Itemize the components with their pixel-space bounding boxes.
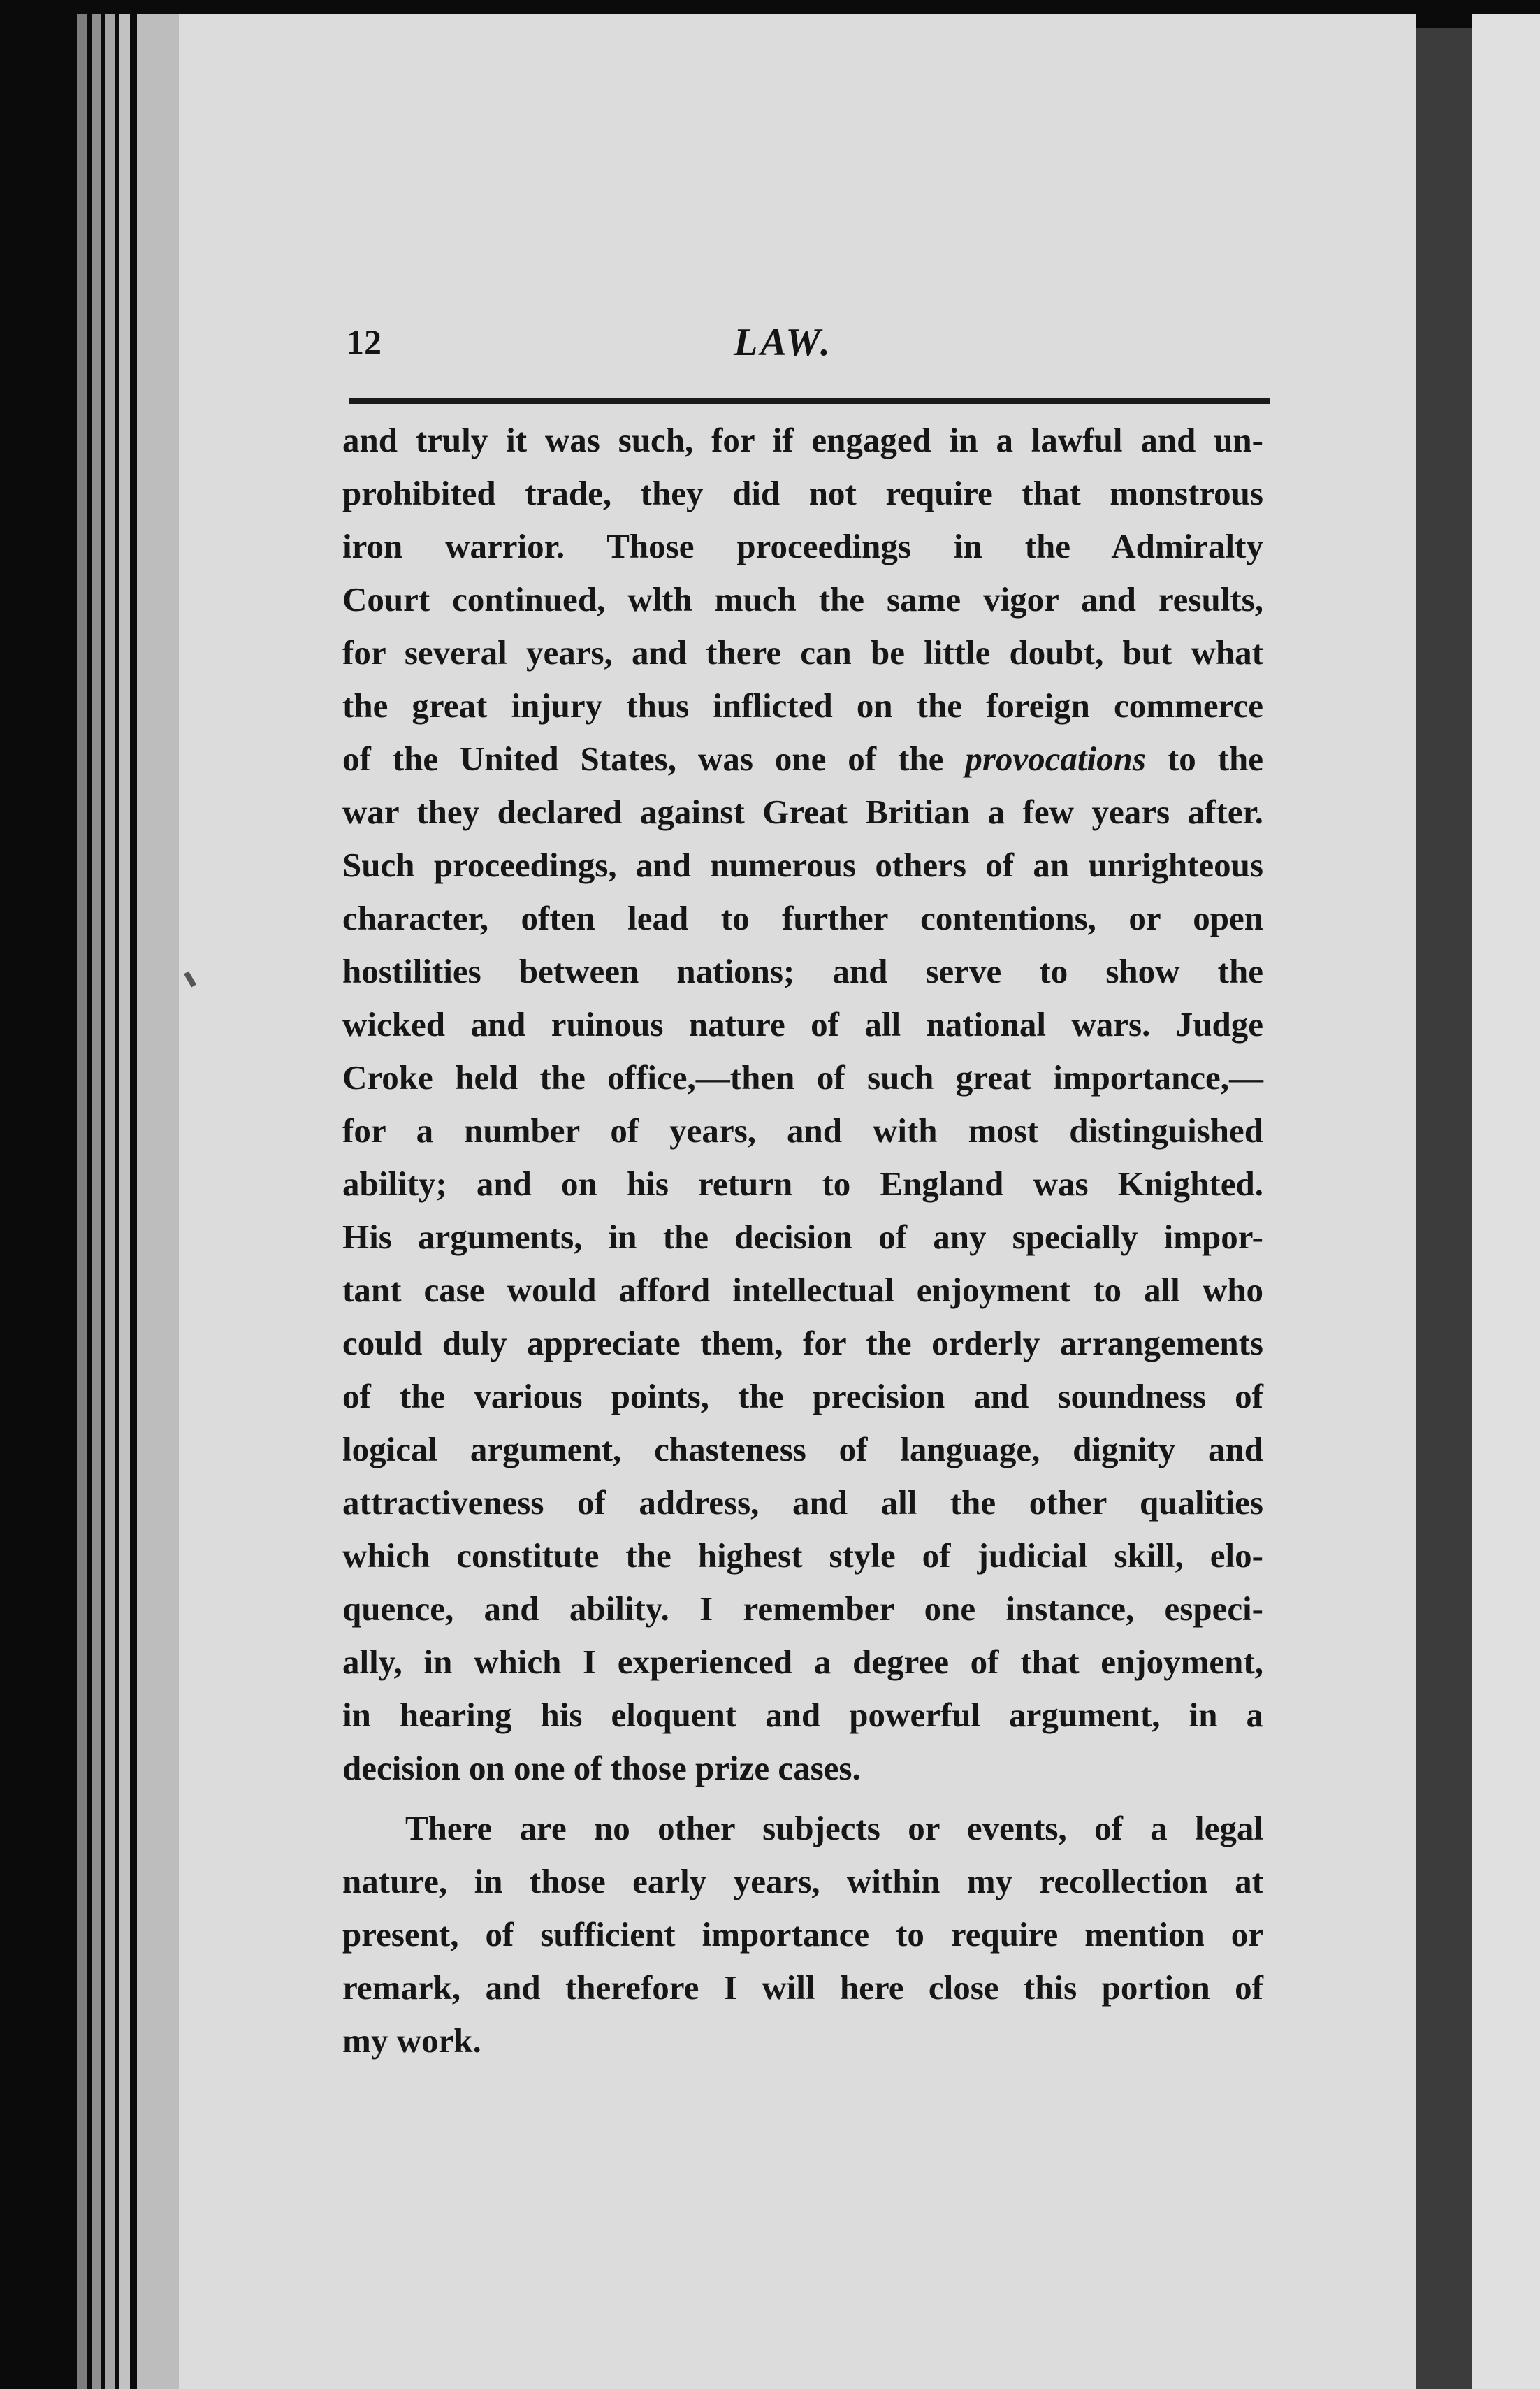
text-line: which constitute the highest style of judicial skill, elo- xyxy=(342,1536,1263,1575)
text-line: iron warrior. Those proceedings in the Admiralty xyxy=(342,527,1263,565)
paragraph xyxy=(342,1802,1263,2067)
text-line: His arguments, in the decision of any specially impor- xyxy=(342,1218,1263,1256)
text-line: Such proceedings, and numerous others of an unrighteous xyxy=(342,846,1263,884)
text-line: Croke held the office,—then of such great importance,— xyxy=(342,1058,1263,1097)
text-line: prohibited trade, they did not require that monstrous xyxy=(342,474,1263,512)
text-line: present, of sufficient importance to require mention or xyxy=(342,1915,1263,1954)
page-edge xyxy=(119,14,130,2389)
text-line: decision on one of those prize cases. xyxy=(342,1749,861,1787)
text-line: ability; and on his return to England was Knighted. xyxy=(342,1164,1263,1203)
header-rule xyxy=(349,398,1270,404)
text-line: logical argument, chasteness of language, dignity and xyxy=(342,1430,1263,1468)
page-edge xyxy=(92,14,101,2389)
text-line: There are no other subjects or events, of a legal xyxy=(405,1809,1263,1847)
body-text xyxy=(342,414,1263,2067)
text-line: ally, in which I experienced a degree of that enjoyment, xyxy=(342,1643,1263,1681)
text-line: my work. xyxy=(342,2021,481,2060)
text-line: wicked and ruinous nature of all national wars. Judge xyxy=(342,1005,1263,1044)
text-line: character, often lead to further contentions, or open xyxy=(342,899,1263,937)
text-line: attractiveness of address, and all the other qualities xyxy=(342,1483,1263,1522)
text-line: and truly it was such, for if engaged in a lawful and un- xyxy=(342,421,1263,459)
text-line: remark, and therefore I will here close this portion of xyxy=(342,1968,1263,2007)
running-head: LAW. xyxy=(734,321,834,364)
facing-page-edge xyxy=(1472,14,1540,2389)
page-header xyxy=(342,313,1265,376)
text-line: Court continued, wlth much the same vigor and results, xyxy=(342,580,1263,619)
text-line: for a number of years, and with most distinguished xyxy=(342,1111,1263,1150)
page-gutter-shadow xyxy=(137,14,179,2389)
book-binding xyxy=(1416,28,1472,2389)
text-line: for several years, and there can be little doubt, but what xyxy=(342,633,1263,672)
text-line: quence, and ability. I remember one instance, especi- xyxy=(342,1589,1263,1628)
page-edge xyxy=(77,14,87,2389)
text-line: nature, in those early years, within my recollection at xyxy=(342,1862,1263,1900)
text-line: tant case would afford intellectual enjoyment to all who xyxy=(342,1271,1263,1309)
text-line: war they declared against Great Britian a few years after. xyxy=(342,793,1263,831)
page-edge xyxy=(105,14,115,2389)
paragraph xyxy=(342,414,1263,1795)
paragraph-gap xyxy=(342,1795,1263,1802)
text-line: in hearing his eloquent and powerful argument, in a xyxy=(342,1696,1263,1734)
page-number: 12 xyxy=(347,322,382,361)
text-line: hostilities between nations; and serve to show the xyxy=(342,952,1263,990)
text-line: the great injury thus inflicted on the foreign commerce xyxy=(342,686,1263,725)
text-line: of the various points, the precision and soundness of xyxy=(342,1377,1263,1415)
text-line: could duly appreciate them, for the orderly arrangements xyxy=(342,1324,1263,1362)
text-line: of the United States, was one of the provocations to the xyxy=(342,739,1264,778)
italic-word: provocations xyxy=(965,739,1146,778)
